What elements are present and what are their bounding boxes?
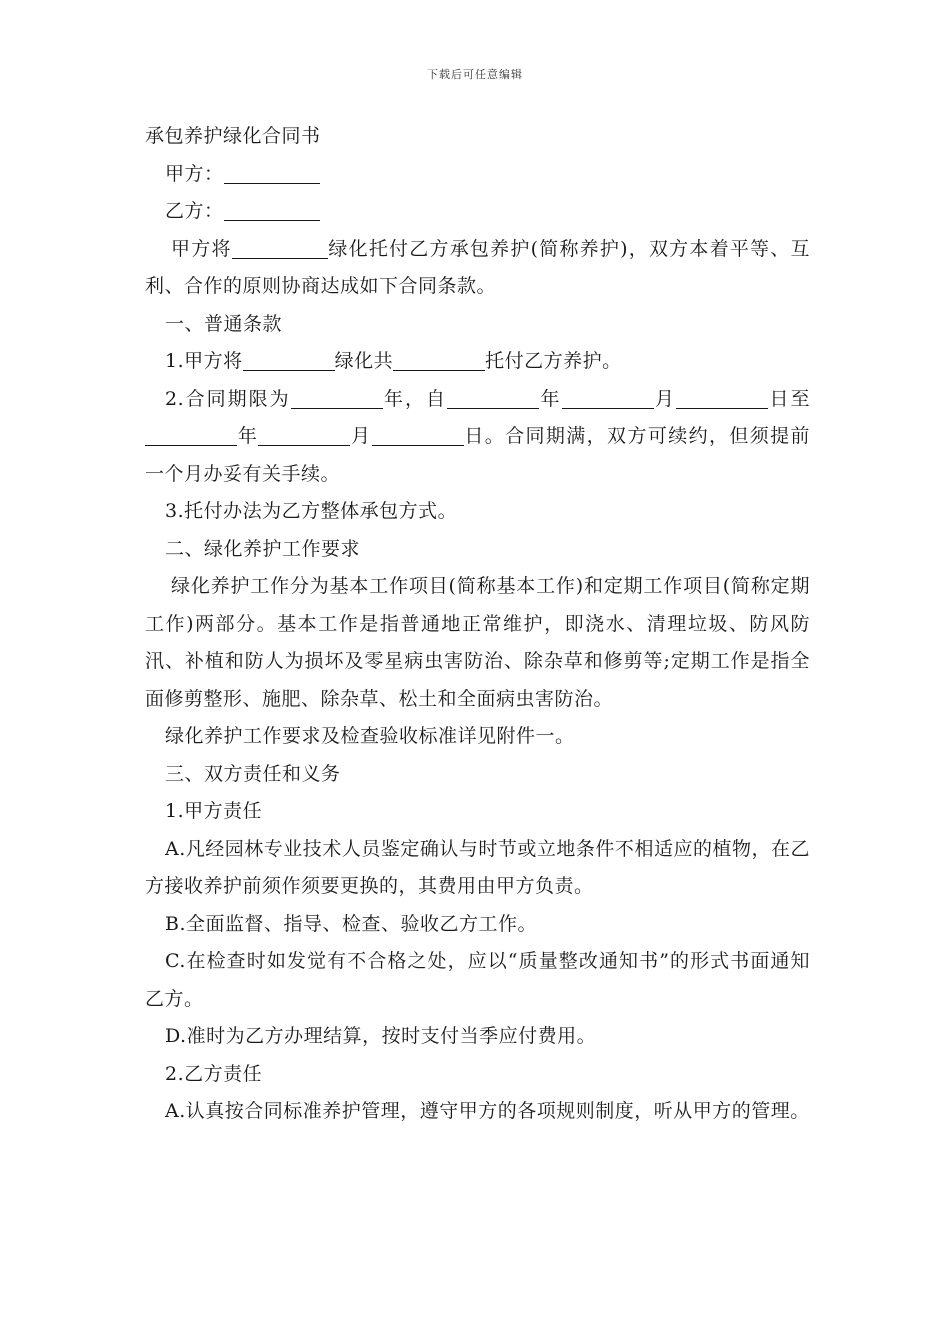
page-header-note: 下载后可任意编辑 — [427, 68, 523, 81]
intro-paragraph — [145, 231, 810, 306]
clause-1-text-2: 绿化共 — [334, 350, 394, 372]
party-a-duty-a: A.凡经园林专业技术人员鉴定确认与时节或立地条件不相适应的植物，在乙方接收养护前须作须要更换的，其费用由甲方负责。 — [145, 837, 810, 897]
fill-blank — [393, 346, 485, 371]
section-3-heading: 三、双方责任和义务 — [165, 762, 341, 785]
contract-body — [145, 118, 810, 1131]
intro-text-1: 甲方将 — [171, 237, 232, 260]
section-2-paragraph-2: 绿化养护工作要求及检查验收标准详见附件一。 — [165, 725, 575, 747]
party-b-blank — [224, 196, 320, 221]
fill-blank — [232, 234, 328, 259]
clause-1-text-3: 托付乙方养护。 — [485, 350, 622, 372]
party-b-duties-heading: 2.乙方责任 — [165, 1062, 263, 1085]
section-2-heading: 二、绿化养护工作要求 — [165, 537, 361, 560]
clause-2-text-7: 月 — [350, 425, 372, 447]
section-2-paragraph-1: 绿化养护工作分为基本工作项目(简称基本工作)和定期工作项目(简称定期工作)两部分。基本工作是指普通地正常维护，即浇水、清理垃圾、防风防汛、补植和防人为损坏及零星病虫害防治、除杂草和修剪等;定期工作是指全面修剪整形、施肥、除杂草、松土和全面病虫害防治。 — [145, 575, 810, 710]
fill-blank — [676, 384, 768, 409]
fill-blank — [258, 421, 350, 446]
clause-2-text-8: 日。合同期满，双方可续约，但须提前一个月办妥有关手续。 — [145, 425, 810, 485]
party-b-duty-a: A.认真按合同标准养护管理，遵守甲方的各项规则制度，听从甲方的管理。 — [165, 1100, 810, 1122]
clause-2-text-1: 2.合同期限为 — [165, 387, 291, 410]
party-a-duty-d: D.准时为乙方办理结算，按时支付当季应付费用。 — [165, 1025, 597, 1047]
clause-3: 3.托付办法为乙方整体承包方式。 — [165, 500, 458, 522]
fill-blank — [372, 421, 464, 446]
party-a-blank — [224, 159, 320, 184]
clause-2 — [145, 381, 810, 494]
party-b-label: 乙方： — [165, 200, 224, 222]
section-1-heading: 一、普通条款 — [165, 312, 283, 335]
clause-2-text-4: 月 — [653, 387, 676, 410]
clause-1 — [145, 343, 810, 381]
contract-title: 承包养护绿化合同书 — [145, 125, 321, 147]
party-b-line — [145, 193, 810, 231]
fill-blank — [291, 384, 383, 409]
party-a-label: 甲方： — [165, 162, 224, 185]
clause-2-text-6: 年 — [237, 425, 259, 447]
party-a-duty-c: C.在检查时如发觉有不合格之处，应以“质量整改通知书”的形式书面通知乙方。 — [145, 950, 810, 1010]
party-a-duties-heading: 1.甲方责任 — [165, 800, 263, 822]
clause-2-text-3: 年 — [539, 387, 562, 410]
party-a-duty-b: B.全面监督、指导、检查、验收乙方工作。 — [165, 912, 538, 935]
fill-blank — [145, 421, 237, 446]
clause-2-text-2: 年，自 — [382, 387, 448, 410]
fill-blank — [562, 384, 654, 409]
party-a-line — [145, 156, 810, 194]
intro-text-2: 绿化托付乙方承包养护(简称养护)，双方本着平等、互利、合作的原则协商达成如下合同条款。 — [145, 237, 810, 297]
clause-1-text-1: 1.甲方将 — [165, 350, 243, 372]
clause-2-text-5: 日至 — [767, 387, 810, 410]
fill-blank — [243, 346, 335, 371]
fill-blank — [447, 384, 539, 409]
